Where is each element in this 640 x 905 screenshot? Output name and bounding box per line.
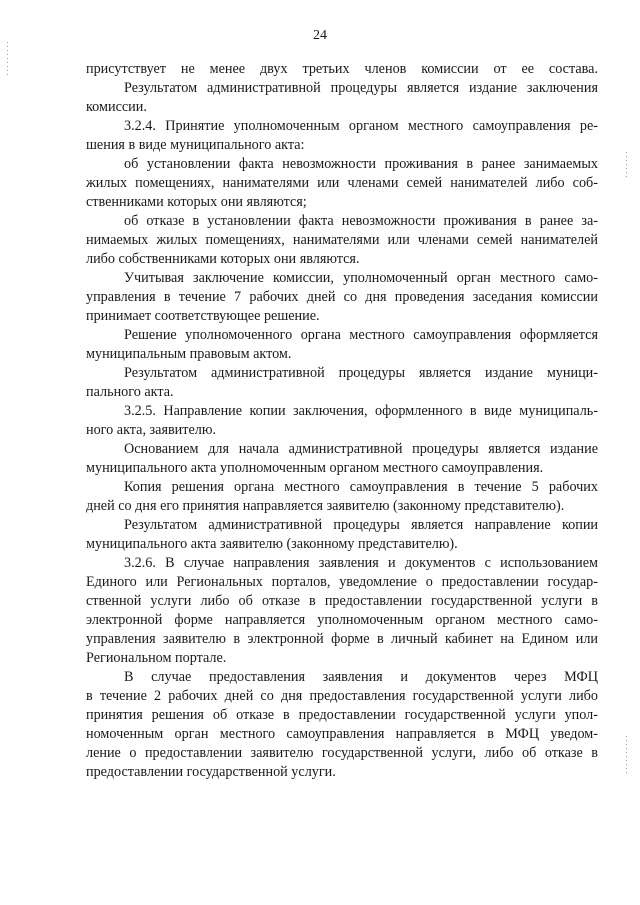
text-line: присутствует не менее двух третьих членов комиссии от ее состава. [86, 61, 598, 77]
text-line: дней со дня его принятия направляется заявителю (законному представителю). [86, 498, 565, 514]
text-line: предоставлении государственной услуги. [86, 764, 336, 780]
text-line: Решение уполномоченного органа местного самоуправления оформляется [124, 327, 598, 343]
text-line: муниципальным правовым актом. [86, 346, 292, 362]
text-line: ственной услуги либо об отказе в предоставлении государственной услуги в [86, 593, 598, 609]
text-line: 3.2.4. Принятие уполномоченным органом местного самоуправления ре- [124, 118, 598, 134]
text-line: Результатом административной процедуры является издание муници- [124, 365, 598, 381]
document-body [86, 60, 598, 782]
scan-mark [626, 152, 627, 180]
scan-mark [626, 736, 627, 776]
text-line: В случае предоставления заявления и документов через МФЦ [124, 669, 598, 685]
text-line: 3.2.5. Направление копии заключения, оформленного в виде муниципаль- [124, 403, 598, 419]
text-line: управления заявителю в электронной форме в личный кабинет на Едином или [86, 631, 598, 647]
text-line: Основанием для начала административной процедуры является издание [124, 441, 598, 457]
text-line: управления в течение 7 рабочих дней со дня проведения заседания комиссии [86, 289, 598, 305]
text-line: Единого или Региональных порталов, уведомление о предоставлении государ- [86, 574, 598, 590]
text-line: об установлении факта невозможности проживания в ранее занимаемых [124, 156, 598, 172]
text-line: муниципального акта уполномоченным органом местного самоуправления. [86, 460, 544, 476]
text-line: Копия решения органа местного самоуправления в течение 5 рабочих [124, 479, 598, 495]
page-number: 24 [313, 28, 327, 43]
text-line: Учитывая заключение комиссии, уполномоченный орган местного само- [124, 270, 598, 286]
text-line: шения в виде муниципального акта: [86, 137, 305, 153]
text-line: комиссии. [86, 99, 147, 115]
text-line: принятия решения об отказе в предоставлении государственной услуги упол- [86, 707, 598, 723]
text-line: пального акта. [86, 384, 174, 400]
text-line: номоченным орган местного самоуправления направляется в МФЦ уведом- [86, 726, 598, 742]
text-line: в течение 2 рабочих дней со дня предоставления государственной услуги либо [86, 688, 598, 704]
text-line: 3.2.6. В случае направления заявления и документов с использованием [124, 555, 598, 571]
text-line: принимает соответствующее решение. [86, 308, 320, 324]
text-line: ственниками которых они являются; [86, 194, 307, 210]
text-line: Результатом административной процедуры является издание заключения [124, 80, 598, 96]
text-line: электронной форме направляется уполномоченным органом местного само- [86, 612, 598, 628]
text-line: ного акта, заявителю. [86, 422, 217, 438]
text-line: муниципального акта заявителю (законному представителю). [86, 536, 458, 552]
text-line: жилых помещениях, нанимателями или членами семей нанимателей либо соб- [86, 175, 598, 191]
text-line: об отказе в установлении факта невозможности проживания в ранее за- [124, 213, 598, 229]
text-line: Региональном портале. [86, 650, 227, 666]
text-line: либо собственниками которых они являются. [86, 251, 360, 267]
text-line: нимаемых жилых помещениях, нанимателями или членами семей нанимателей [86, 232, 598, 248]
text-line: Результатом административной процедуры является направление копии [124, 517, 598, 533]
scan-mark [7, 42, 8, 78]
text-line: ление о предоставлении заявителю государственной услуги, либо об отказе в [86, 745, 598, 761]
